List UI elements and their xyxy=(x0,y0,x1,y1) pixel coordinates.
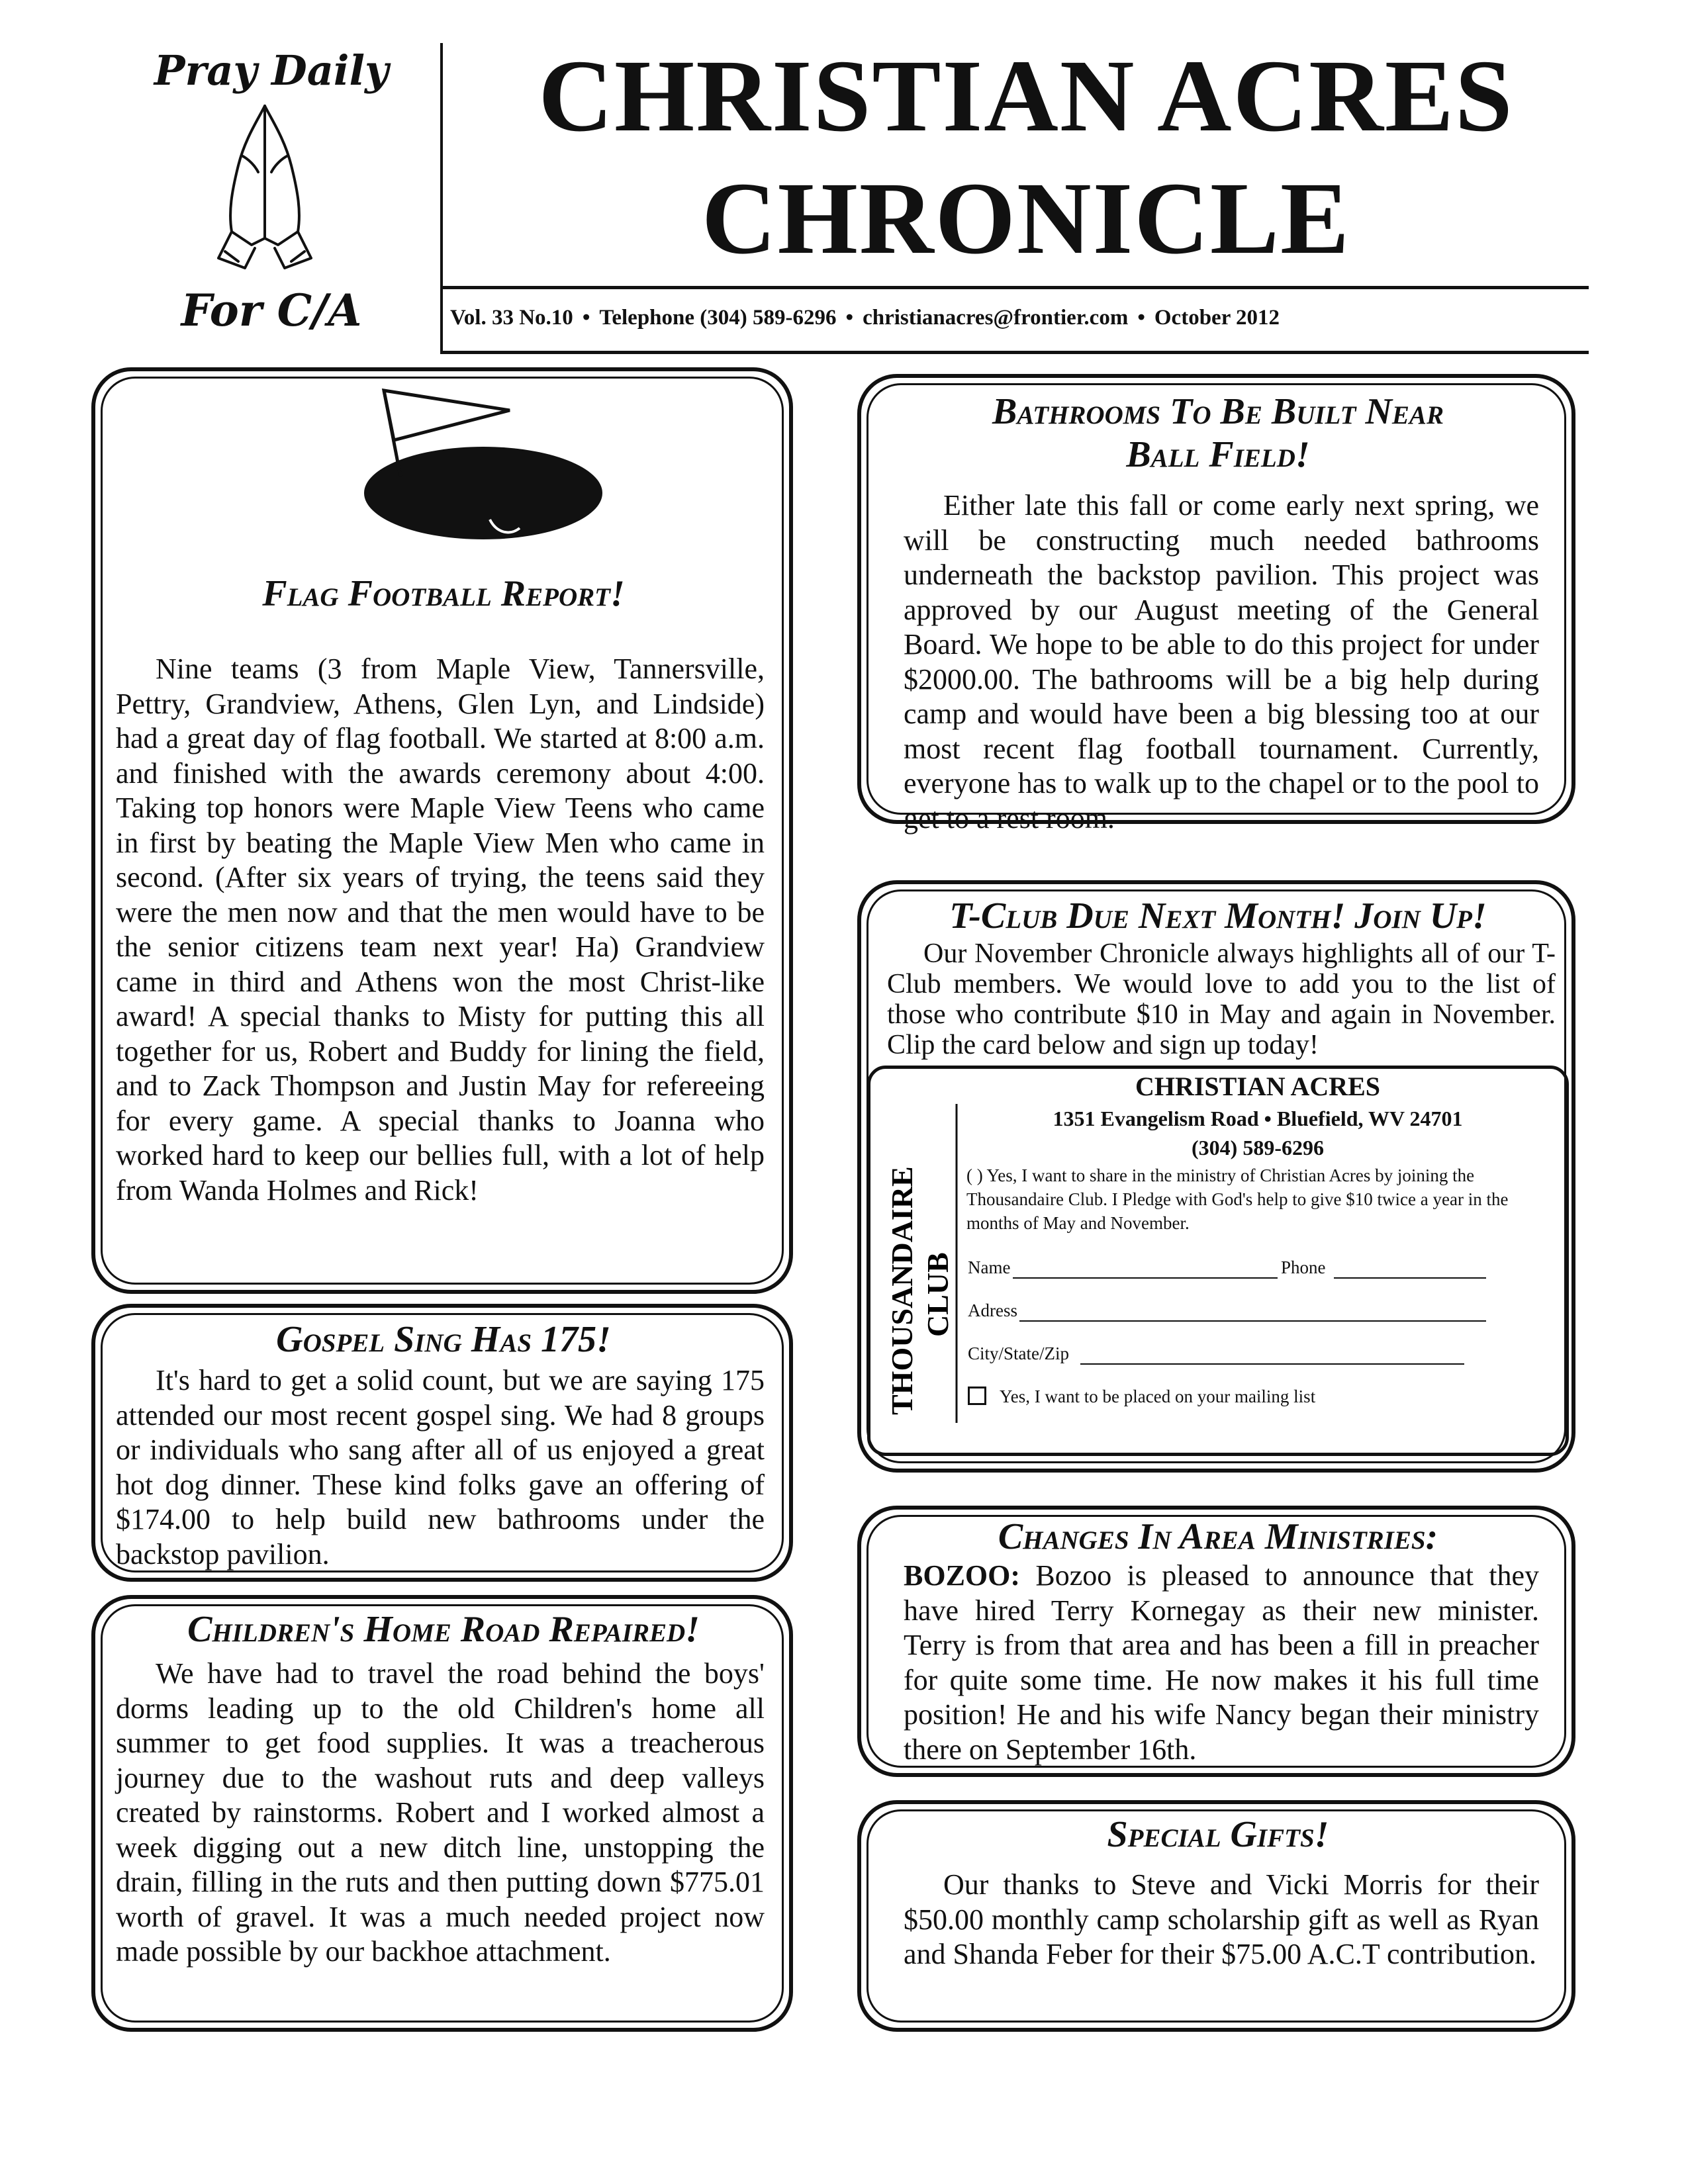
card-address-label: Adress xyxy=(968,1300,1017,1320)
childrens-home-text: We have had to travel the road behind the boys' dorms leading up to the old Children's home all summer to get food supplies. It was a treacherous journey due to the washout ruts and deep valleys created by rainstorms. Robert and I worked almost a week digging out a new ditch line, unstopping the drain, filling in the ruts and then putting down $775.01 worth of gravel. It was a much needed project now made possible by our backhoe attachment. xyxy=(116,1657,765,1968)
card-side-label-club: CLUB xyxy=(921,1252,955,1337)
gospel-sing-heading: Gospel Sing Has 175! xyxy=(276,1319,611,1360)
flag-football-heading: Flag Football Report! xyxy=(262,573,625,614)
card-phone: (304) 589-6296 xyxy=(1192,1136,1324,1160)
bathrooms-heading-line2: Ball Field! xyxy=(1126,434,1310,475)
card-pledge-text: ( ) Yes, I want to share in the ministry of Christian Acres by joining the Thousandaire Club. I Pledge with God's help to give $10 twice a year in the months of May and November. xyxy=(966,1165,1509,1233)
address-input-line[interactable] xyxy=(1019,1320,1486,1322)
mailing-list-checkbox[interactable] xyxy=(968,1387,986,1405)
childrens-home-body xyxy=(116,1657,765,1970)
masthead-divider xyxy=(440,43,443,354)
email-link[interactable]: christianacres@frontier.com xyxy=(863,306,1129,330)
bathrooms-body xyxy=(904,488,1539,836)
special-gifts-body xyxy=(904,1868,1539,1972)
issue-date: October 2012 xyxy=(1154,306,1280,330)
phone-input-line[interactable] xyxy=(1334,1277,1486,1279)
bathrooms-text: Either late this fall or come early next spring, we will be constructing much needed bathrooms underneath the backstop pavilion. This project was approved by our August meeting of the General Board. We hope to be able to do this project for under $2000.00. The bathrooms will be a big help during camp and would have been a big blessing too at our most recent flag football tournament. Currently, everyone has to walk up to the chapel or to the pool to get to a rest room. xyxy=(904,489,1539,835)
area-ministries-text: Bozoo is pleased to announce that they have hired Terry Kornegay as their new minister. Terry is from that area and has been a fill in preacher for quite some time. He now makes it his full time position! He and his wife Nancy began their ministry there on September 16th. xyxy=(904,1559,1539,1766)
separator: • xyxy=(1137,306,1145,330)
card-org: CHRISTIAN ACRES xyxy=(1135,1071,1381,1101)
tclub-text: Our November Chronicle always highlights all of our T-Club members. We would love to add you to the list of those who contribute $10 in May and again in November. Clip the card below and sign up today! xyxy=(887,938,1556,1060)
tclub-body xyxy=(887,938,1556,1060)
flag-football-body xyxy=(116,652,765,1208)
city-input-line[interactable] xyxy=(1080,1363,1464,1365)
card-address: 1351 Evangelism Road • Bluefield, WV 24701 xyxy=(1053,1107,1463,1130)
bozoo-lead: BOZOO: xyxy=(904,1559,1021,1592)
separator: • xyxy=(582,306,590,330)
flag-football-text: Nine teams (3 from Maple View, Tannersville, Pettry, Grandview, Athens, Glen Lyn, and Lindside) had a great day of flag football. We started at 8:00 a.m. and finished with the awards ceremony about 4:00. Taking top honors were Maple View Teens who came in first by beating the Maple View Men who came in second. (After six years of trying, the teens said they were the men now and that the men would have to be the senior citizens team next year! Ha) Grandview came in third and Athens won the most Christ-like award! A special thanks to Misty for putting this all together for us, Robert and Buddy for lining the field, and to Zack Thompson and Justin May for refereeing for every game. A special thanks to Joanna who worked hard to keep our bellies full, with a lot of help from Wanda Holmes and Rick! xyxy=(116,653,765,1206)
praying-hands-icon xyxy=(165,93,364,278)
area-ministries-heading: Changes In Area Ministries: xyxy=(998,1516,1438,1557)
football-flag-icon xyxy=(344,377,622,556)
gospel-sing-text: It's hard to get a solid count, but we are saying 175 attended our most recent gospel sing. We had 8 groups or individuals who sang after all of us enjoyed a great hot dog dinner. These kind folks gave an offering of $174.00 to help build new bathrooms under the backstop pavilion. xyxy=(116,1364,765,1570)
childrens-home-heading: Children's Home Road Repaired! xyxy=(187,1609,700,1650)
card-side-label-thousandaire: THOUSANDAIRE xyxy=(885,1166,919,1415)
newspaper-title: CHRISTIAN ACRES xyxy=(538,38,1514,153)
area-ministries-body xyxy=(904,1559,1539,1767)
logo-pray-daily: Pray Daily xyxy=(154,46,389,95)
bathrooms-heading-line1: Bathrooms To Be Built Near xyxy=(992,391,1444,432)
card-side-label xyxy=(874,1099,960,1430)
masthead-rule-top xyxy=(440,286,1589,289)
name-input-line[interactable] xyxy=(1013,1277,1278,1279)
tclub-heading: T-Club Due Next Month! Join Up! xyxy=(949,895,1487,936)
separator: • xyxy=(845,306,854,330)
logo-for-ca: For C/A xyxy=(181,285,362,336)
card-city-label: City/State/Zip xyxy=(968,1343,1069,1363)
special-gifts-heading: Special Gifts! xyxy=(1107,1814,1329,1855)
special-gifts-text: Our thanks to Steve and Vicki Morris for their $50.00 monthly camp scholarship gift as well as Ryan and Shanda Feber for their $75.00 A.C.T contribution. xyxy=(904,1868,1539,1970)
mailing-list-label: Yes, I want to be placed on your mailing list xyxy=(1000,1387,1316,1406)
newspaper-subtitle: CHRONICLE xyxy=(701,161,1351,275)
gospel-sing-body xyxy=(116,1363,765,1572)
card-phone-label: Phone xyxy=(1281,1257,1326,1277)
telephone: Telephone (304) 589-6296 xyxy=(599,306,837,330)
masthead-rule-bottom xyxy=(440,351,1589,354)
volume-number: Vol. 33 No.10 xyxy=(450,306,573,330)
card-name-label: Name xyxy=(968,1257,1011,1277)
issue-info-bar xyxy=(450,306,1582,330)
